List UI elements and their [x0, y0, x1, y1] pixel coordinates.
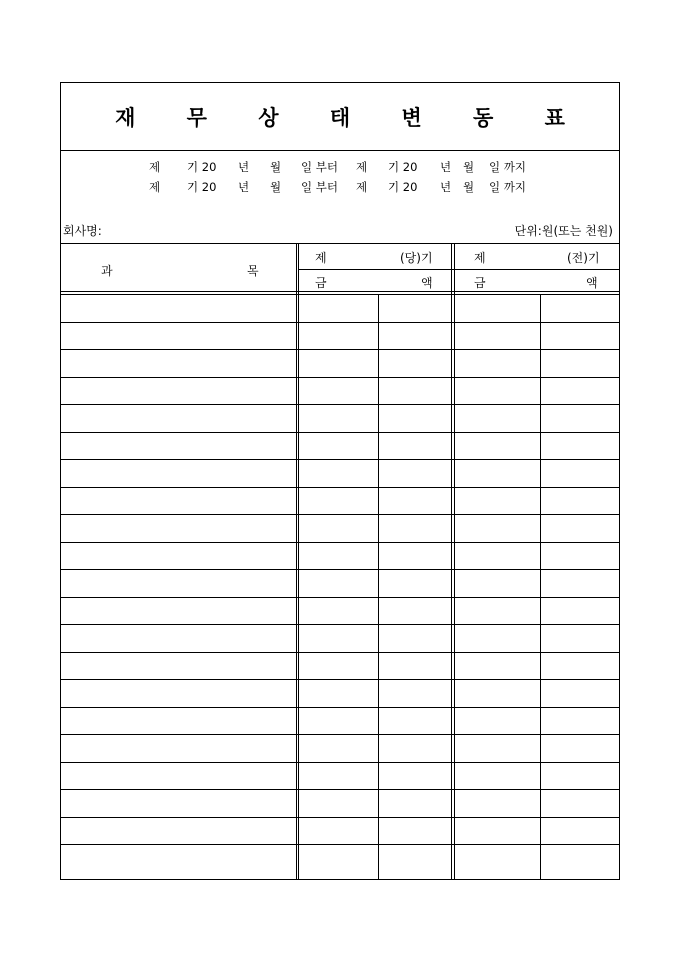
period-je-2: 제: [356, 180, 368, 194]
header-prior-je: 제: [474, 251, 486, 265]
header-prior-amount-right: 액: [586, 276, 598, 290]
col-divider-prior-sub: [540, 294, 541, 880]
table-row: [61, 322, 619, 323]
col-divider-period-b: [454, 243, 455, 880]
table-row: [61, 569, 619, 570]
table-row: [61, 377, 619, 378]
period-gi-2: 기 20: [388, 180, 418, 194]
table-row: [61, 844, 619, 845]
period-gi-1: 기 20: [187, 180, 217, 194]
unit-label: 단위:원(또는 천원): [514, 224, 613, 238]
period-nyeon-2: 년: [440, 160, 452, 174]
header-account-right: 목: [247, 264, 259, 278]
col-divider-account-b: [298, 243, 299, 880]
table-row: [61, 542, 619, 543]
table-row: [61, 762, 619, 763]
header-prior-amount-left: 금: [474, 276, 486, 290]
header-current-period: (당)기: [400, 251, 433, 265]
col-divider-period-a: [451, 243, 452, 880]
form-frame: [60, 82, 620, 880]
period-wol-2: 월: [463, 160, 475, 174]
period-il-1: 일 부터: [301, 180, 338, 194]
period-il-1: 일 부터: [301, 160, 338, 174]
table-top-line: [61, 243, 619, 244]
col-divider-current-sub: [378, 294, 379, 880]
period-je-1: 제: [149, 180, 161, 194]
company-label: 회사명:: [63, 224, 102, 238]
period-gi-1: 기 20: [187, 160, 217, 174]
header-account-left: 과: [101, 264, 113, 278]
table-row: [61, 404, 619, 405]
header-current-je: 제: [315, 251, 327, 265]
col-divider-account-a: [296, 243, 297, 880]
period-il-2: 일 까지: [489, 180, 526, 194]
table-row: [61, 514, 619, 515]
table-row: [61, 349, 619, 350]
table-row: [61, 432, 619, 433]
period-nyeon-1: 년: [238, 180, 250, 194]
table-row: [61, 459, 619, 460]
table-row: [61, 487, 619, 488]
period-wol-1: 월: [270, 180, 282, 194]
header-bottom-line-1: [61, 291, 619, 292]
page-title: 재 무 상 태 변 동 표: [115, 104, 587, 130]
table-row: [61, 624, 619, 625]
header-current-amount-right: 액: [421, 276, 433, 290]
table-row: [61, 734, 619, 735]
table-row: [61, 789, 619, 790]
period-wol-2: 월: [463, 180, 475, 194]
title-box: [61, 83, 619, 151]
period-gi-2: 기 20: [388, 160, 418, 174]
table-row: [61, 679, 619, 680]
header-current-amount-left: 금: [315, 276, 327, 290]
period-il-2: 일 까지: [489, 160, 526, 174]
header-bottom-line-2: [61, 294, 619, 295]
period-je-1: 제: [149, 160, 161, 174]
period-nyeon-1: 년: [238, 160, 250, 174]
header-prior-period: (전)기: [567, 251, 600, 265]
table-row: [61, 652, 619, 653]
period-nyeon-2: 년: [440, 180, 452, 194]
header-mid-line: [298, 269, 619, 270]
table-row: [61, 707, 619, 708]
table-row: [61, 817, 619, 818]
period-wol-1: 월: [270, 160, 282, 174]
table-row: [61, 597, 619, 598]
period-je-2: 제: [356, 160, 368, 174]
